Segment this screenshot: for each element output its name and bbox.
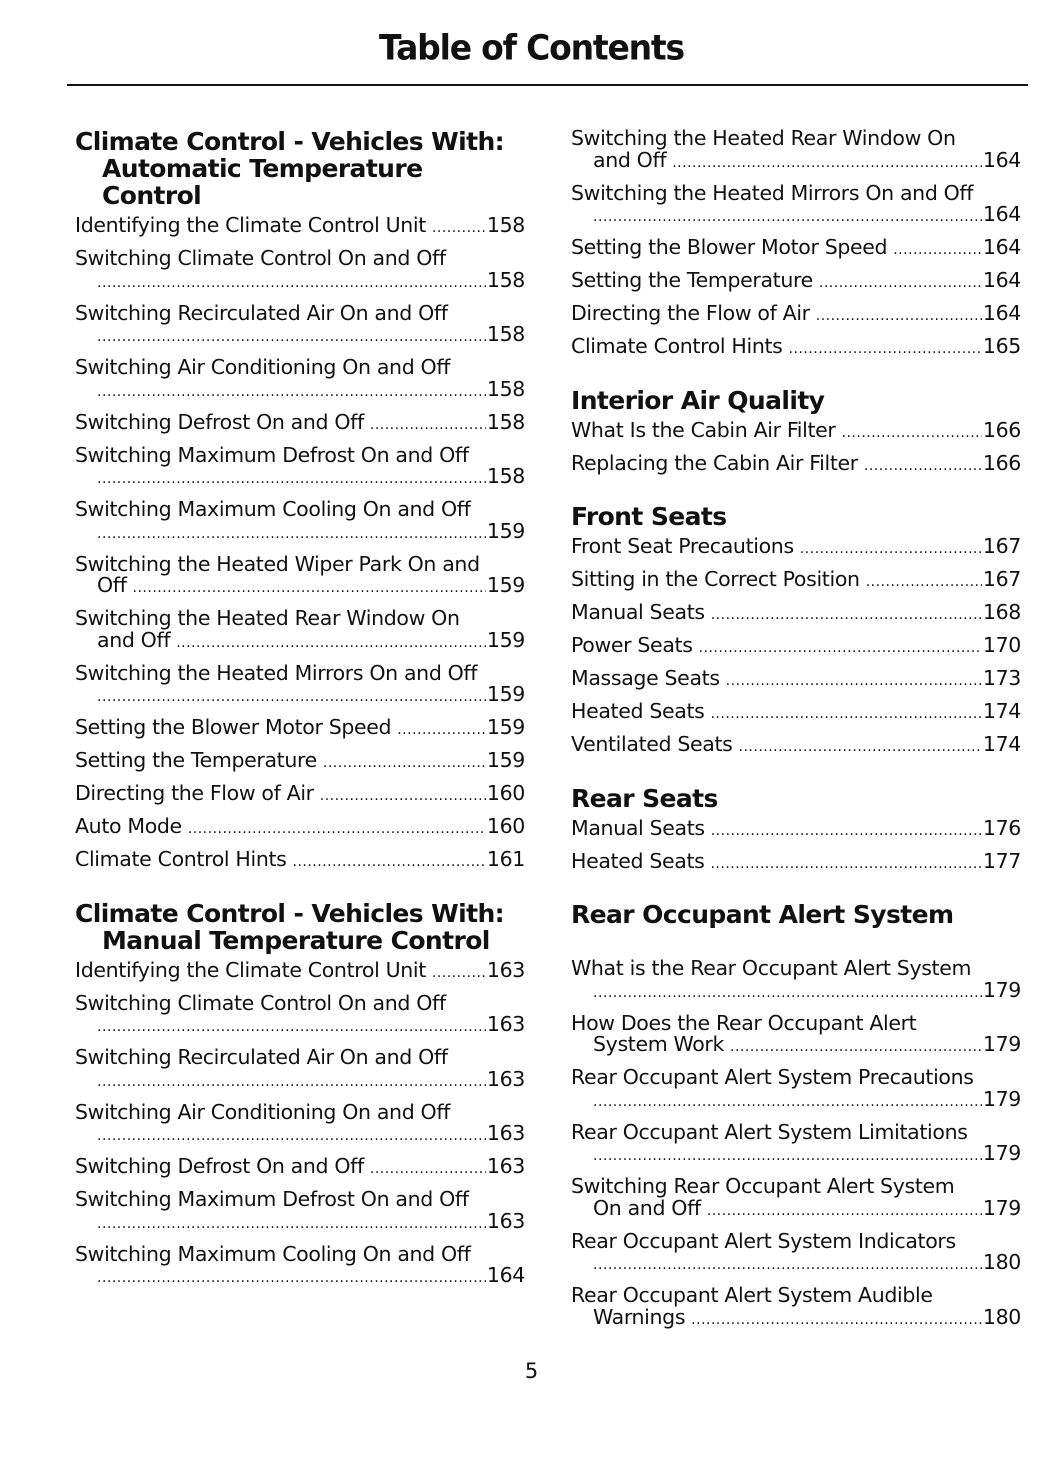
entry-page-number[interactable]: 179 <box>982 1086 1021 1111</box>
toc-entry[interactable] <box>571 1176 1021 1222</box>
toc-entry-continuation <box>571 1086 1021 1114</box>
dot-leader <box>691 1310 982 1332</box>
dot-leader <box>816 306 982 328</box>
dot-leader <box>320 786 486 808</box>
toc-entry-line <box>571 569 1021 594</box>
entry-title[interactable]: What Is the Cabin Air Filter <box>571 417 836 442</box>
entry-title[interactable]: Switching Maximum Defrost On and Off <box>75 1187 469 1211</box>
toc-entry-line <box>571 815 1021 843</box>
toc-entry-line <box>571 848 1021 876</box>
dot-leader <box>711 821 982 843</box>
dot-leader <box>323 753 486 775</box>
toc-entry[interactable] <box>571 1067 1021 1113</box>
entry-title[interactable]: How Does the Rear Occupant Alert <box>571 1010 917 1035</box>
toc-entry[interactable] <box>571 270 1021 295</box>
toc-entry-line <box>75 1099 525 1124</box>
toc-entry-line <box>75 442 525 467</box>
toc-entry-line <box>571 128 1021 150</box>
toc-entry[interactable] <box>75 717 525 742</box>
entry-page-number[interactable]: 159 <box>486 715 525 739</box>
toc-entry[interactable] <box>75 849 525 874</box>
entry-title[interactable]: Rear Occupant Alert System Limitations <box>571 1119 968 1144</box>
toc-entry-continuation <box>571 1304 1021 1332</box>
toc-entry-line <box>571 536 1021 561</box>
entry-title[interactable]: Switching Maximum Defrost On and Off <box>75 442 469 467</box>
entry-page-number[interactable]: 158 <box>486 376 525 401</box>
toc-entry[interactable] <box>75 660 525 709</box>
dot-leader <box>739 737 982 759</box>
entry-page-number[interactable]: 163 <box>486 1121 525 1145</box>
entry-title[interactable]: Setting the Temperature <box>75 748 317 772</box>
entry-page-number[interactable]: 167 <box>982 534 1021 558</box>
entry-page-number[interactable]: 164 <box>982 301 1021 325</box>
toc-entry-line <box>571 668 1021 693</box>
page-title: Table of Contents <box>379 27 684 68</box>
toc-section <box>571 785 1021 876</box>
toc-entry-continuation <box>75 466 525 491</box>
toc-entry[interactable] <box>75 1047 525 1093</box>
toc-entry[interactable] <box>571 237 1021 262</box>
entry-page-number[interactable]: 160 <box>486 814 525 838</box>
toc-entry-continuation <box>75 1123 525 1148</box>
toc-entry-line <box>75 608 525 630</box>
toc-entry-continuation <box>75 267 525 295</box>
toc-entry-line <box>75 660 525 685</box>
dot-leader <box>819 273 982 295</box>
entry-title[interactable]: Directing the Flow of Air <box>571 301 810 325</box>
toc-entry[interactable] <box>75 957 525 985</box>
entry-page-number[interactable]: 163 <box>486 957 525 982</box>
entry-page-number[interactable]: 179 <box>982 1141 1021 1165</box>
toc-entry-line <box>75 750 525 775</box>
title-divider <box>67 84 1028 86</box>
entry-title[interactable]: Switching Climate Control On and Off <box>75 246 446 270</box>
entry-page-number[interactable]: 164 <box>982 202 1021 226</box>
toc-entry[interactable] <box>75 442 525 491</box>
entry-title[interactable]: Switching the Heated Mirrors On and Off <box>75 660 478 685</box>
toc-entry-line <box>75 215 525 240</box>
entry-title-continuation[interactable]: and Off <box>97 627 171 652</box>
toc-entry-line <box>75 499 525 521</box>
entry-page-number[interactable]: 158 <box>486 213 525 237</box>
entry-page-number[interactable]: 158 <box>486 464 525 488</box>
toc-entry-continuation <box>75 1208 525 1236</box>
toc-entry-line <box>75 1241 525 1266</box>
entry-page-number[interactable]: 159 <box>486 573 525 597</box>
toc-entry[interactable] <box>75 300 525 349</box>
entry-title[interactable]: Rear Occupant Alert System Indicators <box>571 1228 956 1253</box>
entry-title-continuation[interactable]: On and Off <box>593 1195 701 1220</box>
toc-section <box>571 901 1021 1331</box>
toc-entry-line <box>75 849 525 874</box>
dot-leader <box>710 854 981 876</box>
dot-leader <box>432 963 486 985</box>
toc-entry[interactable] <box>571 303 1021 328</box>
toc-entry-line <box>571 1119 1021 1144</box>
dot-leader <box>97 1072 486 1094</box>
entry-title[interactable]: Switching Defrost On and Off <box>75 409 364 434</box>
entry-title[interactable]: Sitting in the Correct Position <box>571 567 860 591</box>
toc-entry[interactable] <box>75 750 525 775</box>
toc-entry[interactable] <box>571 848 1021 876</box>
toc-entry-continuation <box>75 324 525 349</box>
toc-entry[interactable] <box>571 815 1021 843</box>
section-heading: Climate Control - Vehicles With: Automatic Temperature Control <box>75 127 505 210</box>
entry-page-number[interactable]: 158 <box>486 409 525 434</box>
toc-entry[interactable] <box>571 450 1021 478</box>
dot-leader <box>432 218 486 240</box>
dot-leader <box>710 704 981 726</box>
entry-page-number[interactable]: 164 <box>982 235 1021 259</box>
toc-entry[interactable] <box>571 701 1021 726</box>
entry-title-continuation[interactable]: System Work <box>593 1032 725 1056</box>
dot-leader <box>97 524 486 546</box>
toc-entry-line <box>75 1156 525 1181</box>
dot-leader <box>97 1126 486 1148</box>
dot-leader <box>97 1268 486 1290</box>
entry-page-number[interactable]: 166 <box>982 417 1021 442</box>
toc-entry[interactable] <box>75 499 525 545</box>
toc-entry-line <box>75 717 525 742</box>
toc-entry-continuation <box>75 518 525 546</box>
toc-entry-line <box>571 602 1021 627</box>
toc-entry-continuation <box>75 1265 525 1290</box>
entry-title-continuation[interactable]: Warnings <box>593 1304 686 1329</box>
toc-section <box>571 387 1021 478</box>
dot-leader <box>370 415 486 437</box>
entry-title[interactable]: Switching Rear Occupant Alert System <box>571 1174 955 1198</box>
toc-entry[interactable] <box>571 734 1021 759</box>
dot-leader <box>97 1214 486 1236</box>
entry-page-number[interactable]: 158 <box>486 267 525 292</box>
dot-leader <box>97 469 486 491</box>
entry-page-number[interactable]: 174 <box>982 732 1021 756</box>
dot-leader <box>97 382 486 404</box>
dot-leader <box>893 240 982 262</box>
toc-entry-line <box>571 1228 1021 1253</box>
toc-section <box>75 128 525 874</box>
toc-entry-line <box>571 237 1021 262</box>
toc-entry-line <box>75 409 525 437</box>
dot-leader <box>726 671 982 693</box>
toc-entry[interactable] <box>571 635 1021 660</box>
entry-title[interactable]: Manual Seats <box>571 600 705 624</box>
dot-leader <box>593 207 982 229</box>
toc-entry-line <box>75 1189 525 1211</box>
entry-page-number[interactable]: 163 <box>486 1066 525 1091</box>
toc-entry[interactable] <box>75 248 525 294</box>
entry-title[interactable]: Setting the Temperature <box>571 268 813 292</box>
entry-page-number[interactable]: 180 <box>982 1250 1021 1274</box>
dot-leader <box>593 1255 982 1277</box>
entry-title[interactable]: Replacing the Cabin Air Filter <box>571 450 858 475</box>
toc-entry[interactable] <box>571 1119 1021 1168</box>
dot-leader <box>176 633 486 655</box>
entry-title[interactable]: Setting the Blower Motor Speed <box>75 715 392 739</box>
toc-entry[interactable] <box>571 180 1021 229</box>
entry-title[interactable]: Identifying the Climate Control Unit <box>75 213 426 237</box>
toc-entry-line <box>571 734 1021 759</box>
toc-entry[interactable] <box>571 536 1021 561</box>
entry-page-number[interactable]: 159 <box>486 518 525 543</box>
toc-entry-line <box>571 1067 1021 1089</box>
entry-page-number[interactable]: 163 <box>486 1012 525 1036</box>
dot-leader <box>293 852 486 874</box>
entry-page-number[interactable]: 163 <box>486 1208 525 1233</box>
entry-title-continuation[interactable]: Off <box>97 573 127 597</box>
toc-section <box>571 128 1021 361</box>
toc-entry-continuation <box>75 627 525 655</box>
toc-entry-line <box>75 990 525 1015</box>
entry-title[interactable]: Switching the Heated Rear Window On <box>75 606 460 630</box>
dot-leader <box>711 605 982 627</box>
toc-entry[interactable] <box>75 990 525 1039</box>
dot-leader <box>593 1092 982 1114</box>
toc-entry[interactable] <box>571 417 1021 445</box>
entry-title[interactable]: Manual Seats <box>571 815 705 840</box>
section-heading: Climate Control - Vehicles With: Manual Temperature Control <box>75 898 505 955</box>
entry-title[interactable]: Directing the Flow of Air <box>75 781 314 805</box>
toc-entry-continuation <box>75 376 525 404</box>
section-heading: Rear Occupant Alert System <box>571 900 954 929</box>
dot-leader <box>730 1037 982 1059</box>
section-heading: Rear Seats <box>571 783 718 813</box>
toc-entry-continuation <box>571 204 1021 229</box>
dot-leader <box>842 423 982 445</box>
entry-title[interactable]: Auto Mode <box>75 814 182 838</box>
dot-leader <box>800 539 982 561</box>
dot-leader <box>397 720 486 742</box>
toc-entry-line <box>75 300 525 325</box>
entry-page-number[interactable]: 179 <box>982 977 1021 1002</box>
page-number: 5 <box>524 1359 539 1383</box>
toc-entry[interactable] <box>75 1241 525 1290</box>
dot-leader <box>593 983 982 1005</box>
dot-leader <box>789 339 982 361</box>
entry-title[interactable]: Identifying the Climate Control Unit <box>75 957 426 982</box>
entry-title[interactable]: Switching the Heated Wiper Park On and <box>75 551 480 576</box>
toc-entry-line <box>75 816 525 841</box>
entry-page-number[interactable]: 164 <box>486 1263 525 1287</box>
entry-title[interactable]: Power Seats <box>571 633 693 657</box>
toc-entry[interactable] <box>571 569 1021 594</box>
entry-page-number[interactable]: 158 <box>486 322 525 346</box>
toc-entry-line <box>571 1176 1021 1198</box>
toc-entry-continuation <box>571 1252 1021 1277</box>
toc-entry-line <box>571 635 1021 660</box>
toc-entry-line <box>571 303 1021 328</box>
entry-title[interactable]: Heated Seats <box>571 848 705 873</box>
entry-page-number[interactable]: 161 <box>486 847 525 871</box>
entry-title[interactable]: Switching the Heated Mirrors On and Off <box>571 180 974 205</box>
toc-entry[interactable] <box>571 602 1021 627</box>
toc-entry[interactable] <box>571 128 1021 174</box>
entry-title[interactable]: Climate Control Hints <box>571 334 783 358</box>
dot-leader <box>133 578 486 600</box>
toc-left-column <box>75 128 525 1298</box>
toc-entry-line <box>571 1010 1021 1035</box>
entry-page-number[interactable]: 173 <box>982 666 1021 690</box>
toc-entry-line <box>75 783 525 808</box>
toc-entry-line <box>75 551 525 576</box>
toc-section <box>571 503 1021 759</box>
entry-page-number[interactable]: 159 <box>486 627 525 652</box>
entry-page-number[interactable]: 164 <box>982 268 1021 292</box>
toc-entry-line <box>571 701 1021 726</box>
toc-entry-continuation <box>571 147 1021 175</box>
toc-entry-line <box>571 1285 1021 1307</box>
toc-entry-continuation <box>571 1034 1021 1059</box>
entry-title[interactable]: Switching Air Conditioning On and Off <box>75 1099 451 1124</box>
dot-leader <box>864 456 982 478</box>
entry-title[interactable]: Switching Defrost On and Off <box>75 1154 364 1178</box>
toc-entry-continuation <box>75 1066 525 1094</box>
entry-title-continuation[interactable]: and Off <box>593 147 667 172</box>
toc-entry-line <box>571 180 1021 205</box>
entry-title[interactable]: Heated Seats <box>571 699 705 723</box>
section-heading: Interior Air Quality <box>571 385 825 415</box>
dot-leader <box>707 1201 982 1223</box>
toc-entry-line <box>75 957 525 985</box>
entry-title[interactable]: Switching Recirculated Air On and Off <box>75 300 448 325</box>
toc-entry-line <box>75 357 525 379</box>
entry-title[interactable]: Ventilated Seats <box>571 732 733 756</box>
toc-entry[interactable] <box>75 551 525 600</box>
toc-entry[interactable] <box>75 816 525 841</box>
dot-leader <box>97 327 486 349</box>
toc-entry[interactable] <box>571 336 1021 361</box>
entry-page-number[interactable]: 170 <box>982 633 1021 657</box>
entry-page-number[interactable]: 159 <box>486 748 525 772</box>
toc-entry[interactable] <box>571 1228 1021 1277</box>
dot-leader <box>188 819 486 841</box>
dot-leader <box>97 687 486 709</box>
toc-entry-continuation <box>571 1143 1021 1168</box>
entry-title[interactable]: Switching Air Conditioning On and Off <box>75 355 451 379</box>
entry-title[interactable]: Switching Recirculated Air On and Off <box>75 1045 448 1069</box>
toc-entry[interactable] <box>571 1285 1021 1331</box>
toc-section <box>75 900 525 1290</box>
toc-entry[interactable] <box>75 783 525 808</box>
entry-title[interactable]: Switching the Heated Rear Window On <box>571 126 956 150</box>
toc-entry[interactable] <box>75 1156 525 1181</box>
entry-page-number[interactable]: 179 <box>982 1032 1021 1056</box>
entry-title[interactable]: Massage Seats <box>571 666 720 690</box>
entry-page-number[interactable]: 160 <box>486 781 525 805</box>
dot-leader <box>593 1146 982 1168</box>
dot-leader <box>97 273 486 295</box>
toc-right-column <box>571 128 1021 1340</box>
entry-title[interactable]: Switching Climate Control On and Off <box>75 990 446 1015</box>
entry-page-number[interactable]: 179 <box>982 1195 1021 1220</box>
toc-entry-continuation <box>75 1014 525 1039</box>
toc-entry[interactable] <box>75 357 525 403</box>
toc-entry-continuation <box>571 977 1021 1005</box>
toc-entry[interactable] <box>75 1189 525 1235</box>
entry-title[interactable]: Setting the Blower Motor Speed <box>571 235 888 259</box>
toc-entry[interactable] <box>75 1099 525 1148</box>
entry-page-number[interactable]: 174 <box>982 699 1021 723</box>
toc-entry-continuation <box>75 684 525 709</box>
dot-leader <box>672 153 982 175</box>
toc-entry-line <box>75 248 525 270</box>
entry-title[interactable]: Switching Maximum Cooling On and Off <box>75 1241 471 1266</box>
toc-entry[interactable] <box>75 409 525 437</box>
toc-entry-line <box>571 417 1021 445</box>
entry-title[interactable]: Front Seat Precautions <box>571 534 794 558</box>
toc-entry[interactable] <box>571 668 1021 693</box>
toc-entry[interactable] <box>571 958 1021 1004</box>
toc-entry-line <box>571 450 1021 478</box>
toc-entry-line <box>571 336 1021 361</box>
entry-title[interactable]: Rear Occupant Alert System Precautions <box>571 1065 974 1089</box>
toc-entry-continuation <box>571 1195 1021 1223</box>
toc-entry-line <box>75 1047 525 1069</box>
toc-entry-line <box>571 958 1021 980</box>
section-heading: Front Seats <box>571 502 727 531</box>
entry-page-number[interactable]: 164 <box>982 147 1021 172</box>
dot-leader <box>97 1017 486 1039</box>
entry-page-number[interactable]: 163 <box>486 1154 525 1178</box>
entry-page-number[interactable]: 180 <box>982 1304 1021 1329</box>
dot-leader <box>866 572 982 594</box>
entry-page-number[interactable]: 176 <box>982 815 1021 840</box>
entry-title[interactable]: Switching Maximum Cooling On and Off <box>75 497 471 521</box>
dot-leader <box>370 1159 486 1181</box>
entry-title[interactable]: Climate Control Hints <box>75 847 287 871</box>
toc-entry-line <box>571 270 1021 295</box>
entry-page-number[interactable]: 177 <box>982 848 1021 873</box>
entry-page-number[interactable]: 166 <box>982 450 1021 475</box>
toc-entry[interactable] <box>75 215 525 240</box>
entry-page-number[interactable]: 159 <box>486 682 525 706</box>
toc-entry[interactable] <box>75 608 525 654</box>
dot-leader <box>699 638 982 660</box>
entry-title[interactable]: Rear Occupant Alert System Audible <box>571 1283 933 1307</box>
toc-entry-continuation <box>75 575 525 600</box>
entry-page-number[interactable]: 168 <box>982 600 1021 624</box>
toc-entry[interactable] <box>571 1010 1021 1059</box>
entry-page-number[interactable]: 167 <box>982 567 1021 591</box>
entry-title[interactable]: What is the Rear Occupant Alert System <box>571 956 972 980</box>
entry-page-number[interactable]: 165 <box>982 334 1021 358</box>
